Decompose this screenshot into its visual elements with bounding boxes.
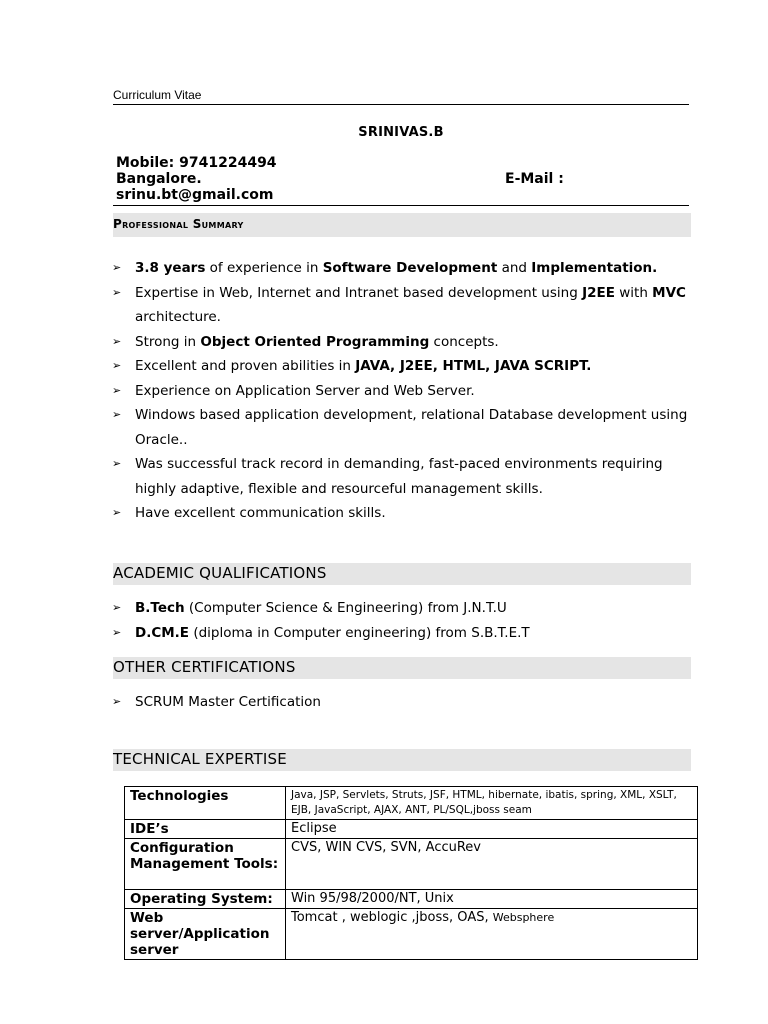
item-text: Have excellent communication skills.	[135, 505, 386, 521]
bold-text: MVC	[652, 284, 686, 301]
item-text: Strong in	[135, 333, 201, 350]
item-text: Expertise in Web, Internet and Intranet based development using	[135, 284, 583, 301]
arrowhead-bullet-icon: ➢	[112, 261, 122, 274]
table-row	[125, 839, 698, 890]
table-row	[125, 820, 698, 839]
item-text: of experience in	[205, 260, 323, 276]
table-row	[125, 890, 698, 909]
bold-text: J2EE	[582, 284, 615, 301]
arrowhead-bullet-icon: ➢	[112, 457, 122, 470]
bold-text: Object Oriented Programming	[200, 333, 430, 350]
item-text: Was successful track record in demanding, fast-paced environments requiring highly adaptive, flexible and resourceful management skills.	[135, 456, 663, 497]
city: Bangalore.	[116, 171, 202, 187]
email-label: E-Mail :	[505, 171, 564, 187]
bold-text: Software Development	[322, 260, 498, 276]
tech-label-operating-system: Operating System:	[125, 890, 286, 909]
academic-section-title: ACADEMIC QUALIFICATIONS	[113, 564, 327, 582]
email-address: srinu.bt@gmail.com	[116, 187, 274, 203]
bold-text: Implementation.	[531, 260, 658, 276]
list-item	[112, 596, 692, 621]
candidate-name: SRINIVAS.B	[358, 125, 444, 140]
list-item	[112, 690, 692, 715]
arrowhead-bullet-icon: ➢	[112, 601, 122, 614]
list-item	[112, 354, 692, 379]
list-item	[112, 379, 692, 404]
item-text: Excellent and proven abilities in	[135, 358, 356, 374]
contact-block	[116, 155, 277, 203]
arrowhead-bullet-icon: ➢	[112, 359, 122, 372]
bold-text: D.CM.E	[135, 624, 190, 641]
item-text: and	[497, 260, 532, 276]
arrowhead-bullet-icon: ➢	[112, 408, 122, 421]
tech-value-operating-system: Win 95/98/2000/NT, Unix	[286, 890, 698, 909]
list-item	[112, 256, 692, 281]
document-header-label: Curriculum Vitae	[113, 88, 202, 102]
certifications-section-title: OTHER CERTIFICATIONS	[113, 658, 296, 676]
tech-label-ides: IDE’s	[125, 820, 286, 839]
tech-label-config-management: Configuration Management Tools:	[125, 839, 286, 890]
arrowhead-bullet-icon: ➢	[112, 285, 122, 299]
list-item	[112, 501, 692, 526]
contact-divider	[113, 205, 689, 206]
bold-text: B.Tech	[135, 600, 185, 616]
academic-list	[112, 596, 692, 645]
tech-value-ides: Eclipse	[286, 820, 698, 839]
bold-text: JAVA, J2EE, HTML, JAVA SCRIPT.	[355, 358, 592, 374]
web-server-value-tail: Websphere	[492, 911, 555, 924]
list-item	[112, 621, 692, 646]
summary-list	[112, 256, 692, 526]
technical-expertise-table	[124, 786, 698, 960]
summary-section-title: Professional Summary	[113, 217, 244, 231]
certifications-list	[112, 690, 692, 715]
bold-text: 3.8 years	[135, 260, 206, 276]
mobile-number: Mobile: 9741224494	[116, 155, 277, 171]
item-text: SCRUM Master Certification	[135, 694, 321, 710]
tech-label-technologies: Technologies	[125, 787, 286, 820]
arrowhead-bullet-icon: ➢	[112, 383, 122, 397]
arrowhead-bullet-icon: ➢	[112, 506, 122, 519]
item-text: with	[614, 284, 653, 301]
list-item	[112, 452, 692, 501]
table-row	[125, 787, 698, 820]
item-text: architecture.	[135, 309, 221, 325]
item-text: (diploma in Computer engineering) from S.B.T.E.T	[189, 624, 530, 641]
list-item	[112, 330, 692, 355]
arrowhead-bullet-icon: ➢	[112, 334, 122, 348]
technical-section-title: TECHNICAL EXPERTISE	[113, 750, 287, 768]
table-row	[125, 909, 698, 960]
item-text: concepts.	[429, 333, 499, 350]
tech-value-web-server	[286, 909, 698, 960]
list-item	[112, 403, 692, 452]
tech-value-technologies: Java, JSP, Servlets, Struts, JSF, HTML, hibernate, ibatis, spring, XML, XSLT, EJB, JavaScript, AJAX, ANT, PL/SQL,jboss seam	[286, 787, 698, 820]
web-server-value-main: Tomcat , weblogic ,jboss, OAS,	[291, 910, 493, 925]
item-text: Windows based application development, relational Database development using Oracle..	[135, 407, 688, 448]
header-divider	[113, 104, 689, 105]
tech-value-config-management: CVS, WIN CVS, SVN, AccuRev	[286, 839, 698, 890]
arrowhead-bullet-icon: ➢	[112, 625, 122, 639]
list-item	[112, 281, 692, 330]
arrowhead-bullet-icon: ➢	[112, 695, 122, 708]
item-text: (Computer Science & Engineering) from J.N.T.U	[184, 600, 507, 616]
item-text: Experience on Application Server and Web Server.	[135, 382, 475, 399]
tech-label-web-server: Web server/Application server	[125, 909, 286, 960]
